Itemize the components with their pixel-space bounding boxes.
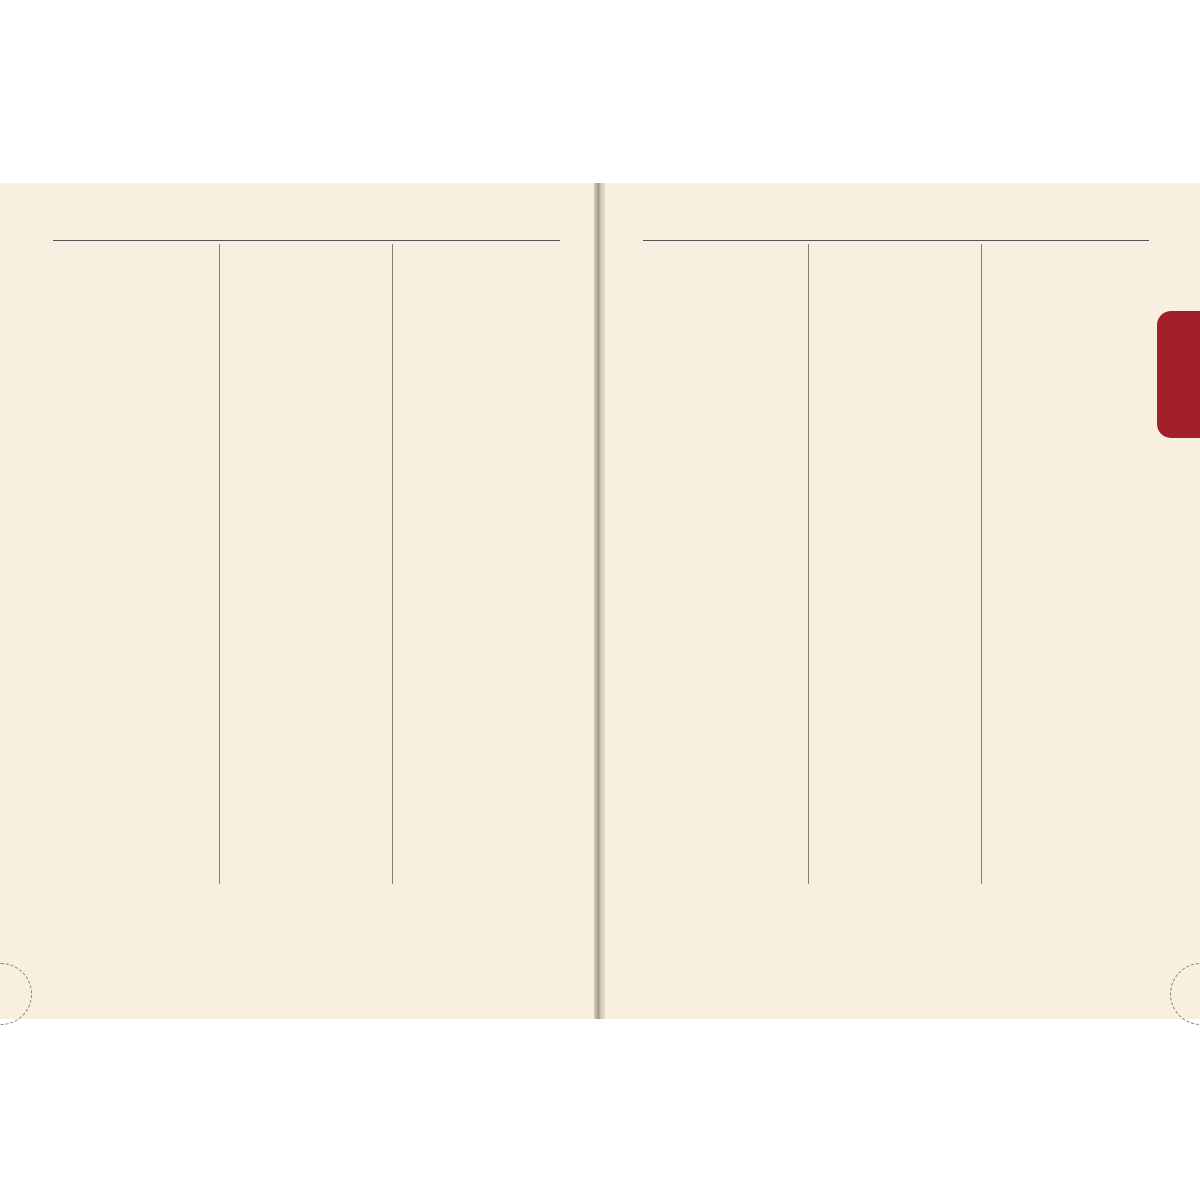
right-page bbox=[602, 183, 1200, 1019]
column-separator bbox=[392, 244, 393, 884]
column-separator bbox=[981, 244, 982, 884]
column-separator bbox=[219, 244, 220, 884]
left-page bbox=[0, 183, 597, 1019]
header-rule bbox=[643, 240, 1149, 241]
book-spine bbox=[594, 183, 605, 1019]
month-index-tab[interactable] bbox=[1157, 311, 1200, 438]
column-separator bbox=[808, 244, 809, 884]
header-rule bbox=[53, 240, 560, 241]
